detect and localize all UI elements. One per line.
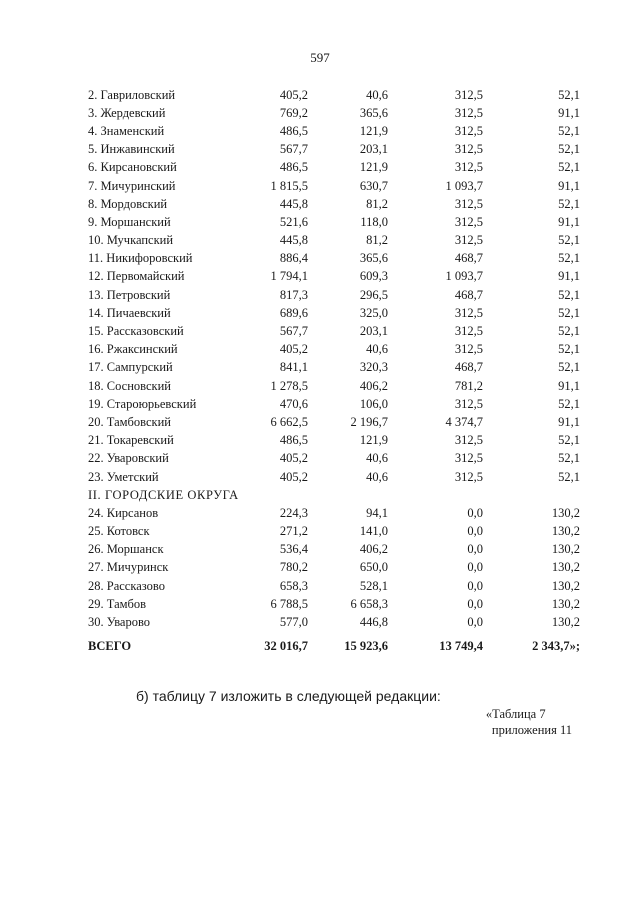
- value-col-4: 52,1: [558, 287, 580, 302]
- table-row: [88, 359, 580, 377]
- value-col-2: 203,1: [359, 142, 388, 157]
- table-row: [88, 395, 580, 413]
- table-row: [88, 268, 580, 286]
- value-col-1: 1 815,5: [270, 178, 308, 193]
- district-name: 2. Гавриловский: [88, 87, 176, 102]
- value-col-2: 81,2: [366, 233, 388, 248]
- total-col-2: 15 923,6: [344, 639, 388, 654]
- value-col-1: 6 662,5: [270, 414, 308, 429]
- value-col-2: 630,7: [359, 178, 388, 193]
- value-col-2: 446,8: [359, 615, 388, 630]
- value-col-2: 121,9: [359, 123, 388, 138]
- value-col-4: 52,1: [558, 324, 580, 339]
- total-col-3: 13 749,4: [439, 639, 483, 654]
- value-col-4: 91,1: [558, 269, 580, 284]
- value-col-1: 6 788,5: [270, 596, 308, 611]
- value-col-1: 405,2: [279, 342, 308, 357]
- value-col-1: 405,2: [279, 87, 308, 102]
- section-header-row: [88, 486, 580, 504]
- value-col-4: 91,1: [558, 414, 580, 429]
- value-col-3: 0,0: [467, 524, 483, 539]
- district-name: 12. Первомайский: [88, 269, 185, 284]
- value-col-4: 91,1: [558, 378, 580, 393]
- table-row: [88, 559, 580, 577]
- table-row: [88, 141, 580, 159]
- district-name: 23. Уметский: [88, 469, 159, 484]
- value-col-2: 203,1: [359, 324, 388, 339]
- district-name: 22. Уваровский: [88, 451, 169, 466]
- value-col-2: 40,6: [366, 342, 388, 357]
- value-col-1: 1 278,5: [270, 378, 308, 393]
- value-col-2: 106,0: [359, 396, 388, 411]
- value-col-1: 486,5: [279, 433, 308, 448]
- table-row: [88, 413, 580, 431]
- value-col-3: 312,5: [454, 196, 483, 211]
- value-col-2: 528,1: [359, 578, 388, 593]
- value-col-1: 689,6: [279, 305, 308, 320]
- value-col-2: 40,6: [366, 469, 388, 484]
- value-col-4: 52,1: [558, 342, 580, 357]
- district-name: 4. Знаменский: [88, 123, 165, 138]
- table-row: [88, 304, 580, 322]
- value-col-3: 468,7: [454, 251, 483, 266]
- district-name: 11. Никифоровский: [88, 251, 193, 266]
- district-name: 19. Староюрьевский: [88, 396, 197, 411]
- district-name: 8. Мордовский: [88, 196, 168, 211]
- value-col-3: 0,0: [467, 560, 483, 575]
- district-name: 18. Сосновский: [88, 378, 171, 393]
- table-row: [88, 432, 580, 450]
- value-col-2: 325,0: [359, 305, 388, 320]
- value-col-4: 91,1: [558, 214, 580, 229]
- table-caption: [486, 706, 572, 738]
- value-col-1: 445,8: [279, 196, 308, 211]
- district-name: 5. Инжавинский: [88, 142, 175, 157]
- page-number: 597: [310, 50, 330, 65]
- value-col-3: 0,0: [467, 596, 483, 611]
- value-col-1: 271,2: [279, 524, 308, 539]
- value-col-3: 0,0: [467, 578, 483, 593]
- value-col-2: 6 658,3: [350, 596, 388, 611]
- value-col-3: 312,5: [454, 123, 483, 138]
- data-table: [88, 86, 580, 658]
- value-col-2: 81,2: [366, 196, 388, 211]
- value-col-3: 312,5: [454, 469, 483, 484]
- table-row: [88, 250, 580, 268]
- value-col-2: 2 196,7: [350, 414, 388, 429]
- value-col-3: 312,5: [454, 324, 483, 339]
- table-row: [88, 104, 580, 122]
- district-name: 7. Мичуринский: [88, 178, 176, 193]
- value-col-1: 577,0: [279, 615, 308, 630]
- value-col-1: 405,2: [279, 451, 308, 466]
- total-label: ВСЕГО: [88, 639, 132, 654]
- district-name: 25. Котовск: [88, 524, 150, 539]
- district-name: 21. Токаревский: [88, 433, 174, 448]
- value-col-4: 52,1: [558, 123, 580, 138]
- table-row: [88, 195, 580, 213]
- value-col-4: 130,2: [551, 505, 580, 520]
- value-col-1: 445,8: [279, 233, 308, 248]
- value-col-3: 312,5: [454, 433, 483, 448]
- value-col-1: 470,6: [279, 396, 308, 411]
- value-col-4: 52,1: [558, 469, 580, 484]
- value-col-3: 781,2: [454, 378, 483, 393]
- value-col-4: 91,1: [558, 178, 580, 193]
- value-col-3: 312,5: [454, 105, 483, 120]
- table-row: [88, 523, 580, 541]
- district-name: 9. Моршанский: [88, 214, 171, 229]
- value-col-4: 52,1: [558, 396, 580, 411]
- district-name: 28. Рассказово: [88, 578, 165, 593]
- table-row: [88, 286, 580, 304]
- value-col-2: 406,2: [359, 378, 388, 393]
- table-row: [88, 450, 580, 468]
- value-col-2: 40,6: [366, 451, 388, 466]
- district-name: 24. Кирсанов: [88, 505, 159, 520]
- district-name: 17. Сампурский: [88, 360, 173, 375]
- value-col-4: 52,1: [558, 196, 580, 211]
- district-name: 14. Пичаевский: [88, 305, 171, 320]
- value-col-3: 0,0: [467, 505, 483, 520]
- caption-line-1: «Таблица 7: [485, 707, 546, 721]
- value-col-4: 52,1: [558, 360, 580, 375]
- value-col-1: 886,4: [279, 251, 308, 266]
- value-col-1: 486,5: [279, 160, 308, 175]
- value-col-2: 650,0: [359, 560, 388, 575]
- district-name: 13. Петровский: [88, 287, 171, 302]
- table-row: [88, 122, 580, 140]
- value-col-4: 52,1: [558, 142, 580, 157]
- value-col-4: 52,1: [558, 87, 580, 102]
- district-name: 16. Ржаксинский: [88, 342, 178, 357]
- instruction-text: б) таблицу 7 изложить в следующей редакции:: [136, 688, 441, 704]
- value-col-3: 0,0: [467, 542, 483, 557]
- value-col-2: 121,9: [359, 160, 388, 175]
- district-name: 10. Мучкапский: [88, 233, 174, 248]
- value-col-1: 658,3: [279, 578, 308, 593]
- value-col-3: 4 374,7: [445, 414, 483, 429]
- table-row: [88, 504, 580, 522]
- value-col-4: 130,2: [551, 578, 580, 593]
- section-title: II. ГОРОДСКИЕ ОКРУГА: [88, 487, 239, 502]
- value-col-2: 365,6: [359, 105, 388, 120]
- table-row: [88, 468, 580, 486]
- table-row: [88, 595, 580, 613]
- value-col-3: 312,5: [454, 87, 483, 102]
- table-row: [88, 232, 580, 250]
- value-col-2: 609,3: [359, 269, 388, 284]
- table-body: [88, 86, 580, 658]
- table-row: [88, 613, 580, 631]
- value-col-2: 365,6: [359, 251, 388, 266]
- value-col-3: 312,5: [454, 233, 483, 248]
- value-col-1: 567,7: [279, 324, 308, 339]
- value-col-3: 312,5: [454, 160, 483, 175]
- value-col-1: 486,5: [279, 123, 308, 138]
- value-col-4: 130,2: [551, 596, 580, 611]
- value-col-3: 1 093,7: [445, 178, 483, 193]
- district-name: 29. Тамбов: [88, 596, 147, 611]
- value-col-3: 312,5: [454, 214, 483, 229]
- value-col-1: 521,6: [279, 214, 308, 229]
- district-name: 26. Моршанск: [88, 542, 164, 557]
- value-col-3: 312,5: [454, 342, 483, 357]
- value-col-4: 130,2: [551, 560, 580, 575]
- value-col-4: 130,2: [551, 615, 580, 630]
- value-col-4: 91,1: [558, 105, 580, 120]
- district-name: 6. Кирсановский: [88, 160, 177, 175]
- value-col-4: 52,1: [558, 433, 580, 448]
- table-row: [88, 86, 580, 104]
- value-col-1: 841,1: [279, 360, 308, 375]
- caption-line-2: приложения 11: [491, 723, 572, 737]
- value-col-3: 312,5: [454, 305, 483, 320]
- value-col-3: 0,0: [467, 615, 483, 630]
- value-col-4: 52,1: [558, 160, 580, 175]
- value-col-1: 780,2: [279, 560, 308, 575]
- district-name: 3. Жердевский: [88, 105, 166, 120]
- value-col-1: 405,2: [279, 469, 308, 484]
- table-row: [88, 341, 580, 359]
- value-col-4: 52,1: [558, 251, 580, 266]
- district-name: 15. Рассказовский: [88, 324, 184, 339]
- value-col-2: 320,3: [359, 360, 388, 375]
- value-col-1: 536,4: [279, 542, 308, 557]
- value-col-2: 406,2: [359, 542, 388, 557]
- district-name: 30. Уварово: [88, 615, 151, 630]
- value-col-3: 312,5: [454, 142, 483, 157]
- value-col-3: 1 093,7: [445, 269, 483, 284]
- value-col-3: 312,5: [454, 396, 483, 411]
- value-col-4: 52,1: [558, 233, 580, 248]
- value-col-3: 468,7: [454, 287, 483, 302]
- value-col-2: 94,1: [366, 505, 388, 520]
- table-row: [88, 159, 580, 177]
- value-col-4: 130,2: [551, 524, 580, 539]
- table-row: [88, 322, 580, 340]
- value-col-1: 1 794,1: [270, 269, 308, 284]
- value-col-2: 121,9: [359, 433, 388, 448]
- table-row: [88, 541, 580, 559]
- value-col-4: 52,1: [558, 305, 580, 320]
- total-col-1: 32 016,7: [264, 639, 308, 654]
- value-col-2: 296,5: [359, 287, 388, 302]
- value-col-2: 118,0: [360, 214, 388, 229]
- district-name: 27. Мичуринск: [88, 560, 169, 575]
- value-col-3: 312,5: [454, 451, 483, 466]
- total-row: [88, 632, 580, 658]
- value-col-1: 769,2: [279, 105, 308, 120]
- table-row: [88, 377, 580, 395]
- total-col-4: 2 343,7»;: [532, 639, 580, 654]
- table-row: [88, 213, 580, 231]
- value-col-3: 468,7: [454, 360, 483, 375]
- value-col-2: 141,0: [359, 524, 388, 539]
- table-row: [88, 577, 580, 595]
- value-col-1: 567,7: [279, 142, 308, 157]
- value-col-1: 224,3: [279, 505, 308, 520]
- value-col-1: 817,3: [279, 287, 308, 302]
- table-row: [88, 177, 580, 195]
- value-col-4: 130,2: [551, 542, 580, 557]
- value-col-2: 40,6: [366, 87, 388, 102]
- value-col-4: 52,1: [558, 451, 580, 466]
- district-name: 20. Тамбовский: [88, 414, 171, 429]
